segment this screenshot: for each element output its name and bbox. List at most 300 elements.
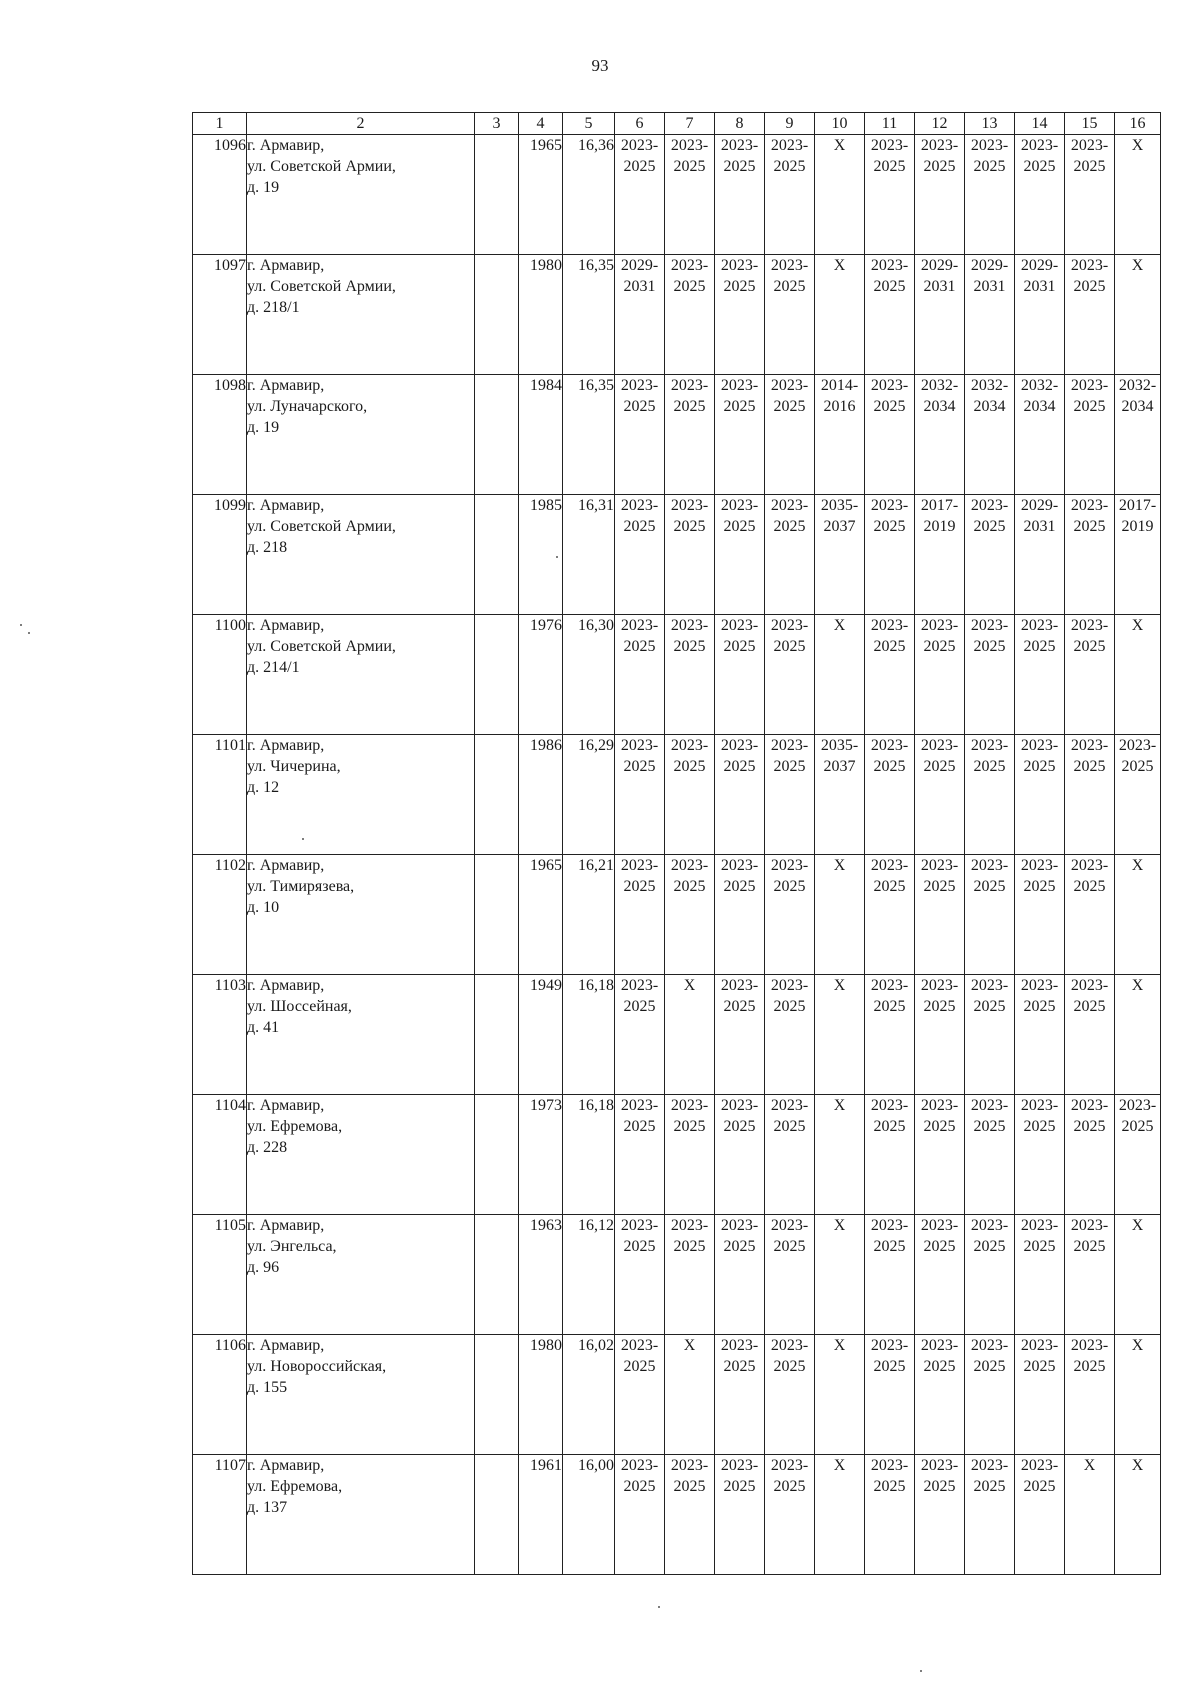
period-cell bbox=[915, 1095, 965, 1215]
row-number-cell: 1100 bbox=[193, 615, 247, 735]
address-cell bbox=[247, 495, 475, 615]
period-start: 2023- bbox=[670, 617, 709, 634]
row-number-cell: 1105 bbox=[193, 1215, 247, 1335]
period-cell bbox=[865, 1215, 915, 1335]
period-cell bbox=[1065, 135, 1115, 255]
period-start: 2023- bbox=[970, 977, 1009, 994]
column-3-cell bbox=[475, 1335, 519, 1455]
period-start: 2023- bbox=[720, 257, 759, 274]
period-cell bbox=[615, 1215, 665, 1335]
period-cell bbox=[865, 975, 915, 1095]
table-row bbox=[193, 1455, 1161, 1575]
period-start: 2023- bbox=[1020, 1097, 1059, 1114]
period-start: 2029- bbox=[1020, 497, 1059, 514]
table-row bbox=[193, 495, 1161, 615]
period-end: 2025 bbox=[623, 518, 656, 535]
row-number-cell: 1097 bbox=[193, 255, 247, 375]
address-line: д. 214/1 bbox=[247, 659, 300, 676]
year-cell: 1984 bbox=[519, 375, 563, 495]
column-number-cell: 15 bbox=[1065, 113, 1115, 135]
column-number-cell: 9 bbox=[765, 113, 815, 135]
not-applicable-cell: X bbox=[815, 1095, 865, 1215]
period-start: 2023- bbox=[1020, 1217, 1059, 1234]
period-end: 2034 bbox=[1121, 398, 1154, 415]
table-row bbox=[193, 1095, 1161, 1215]
period-cell bbox=[865, 855, 915, 975]
period-end: 2019 bbox=[1121, 518, 1154, 535]
period-end: 2025 bbox=[923, 1118, 956, 1135]
period-cell bbox=[765, 735, 815, 855]
period-end: 2025 bbox=[623, 638, 656, 655]
address-line: г. Армавир, bbox=[247, 1457, 325, 1474]
period-cell bbox=[1015, 1095, 1065, 1215]
value-cell: 16,21 bbox=[563, 855, 615, 975]
period-cell bbox=[715, 1335, 765, 1455]
period-cell bbox=[865, 255, 915, 375]
period-end: 2025 bbox=[923, 1238, 956, 1255]
period-cell bbox=[1065, 1335, 1115, 1455]
address-line: г. Армавир, bbox=[247, 257, 325, 274]
scan-speck bbox=[920, 1670, 922, 1672]
period-end: 2025 bbox=[923, 638, 956, 655]
period-cell bbox=[715, 255, 765, 375]
year-cell: 1985 bbox=[519, 495, 563, 615]
period-cell bbox=[715, 615, 765, 735]
address-line: д. 12 bbox=[247, 779, 280, 796]
period-start: 2023- bbox=[720, 737, 759, 754]
period-start: 2023- bbox=[1020, 977, 1059, 994]
period-start: 2023- bbox=[670, 497, 709, 514]
period-start: 2023- bbox=[1020, 857, 1059, 874]
column-3-cell bbox=[475, 1095, 519, 1215]
period-end: 2025 bbox=[973, 1358, 1006, 1375]
year-cell: 1963 bbox=[519, 1215, 563, 1335]
not-applicable-cell: X bbox=[1115, 975, 1161, 1095]
address-cell bbox=[247, 375, 475, 495]
period-cell bbox=[715, 735, 765, 855]
period-end: 2025 bbox=[673, 638, 706, 655]
address-line: д. 19 bbox=[247, 179, 280, 196]
period-start: 2023- bbox=[870, 1097, 909, 1114]
period-cell bbox=[665, 855, 715, 975]
period-end: 2025 bbox=[1073, 878, 1106, 895]
value-cell: 16,31 bbox=[563, 495, 615, 615]
period-end: 2025 bbox=[973, 158, 1006, 175]
period-cell bbox=[665, 375, 715, 495]
period-end: 2025 bbox=[873, 1478, 906, 1495]
not-applicable-cell: X bbox=[1065, 1455, 1115, 1575]
period-cell bbox=[965, 255, 1015, 375]
table-row bbox=[193, 135, 1161, 255]
period-end: 2031 bbox=[1023, 278, 1056, 295]
scan-speck bbox=[20, 624, 22, 626]
period-end: 2025 bbox=[873, 1238, 906, 1255]
year-cell: 1980 bbox=[519, 1335, 563, 1455]
period-end: 2025 bbox=[873, 1358, 906, 1375]
address-cell bbox=[247, 855, 475, 975]
period-cell bbox=[915, 135, 965, 255]
period-end: 2025 bbox=[723, 1238, 756, 1255]
column-number-cell: 8 bbox=[715, 113, 765, 135]
period-start: 2023- bbox=[870, 257, 909, 274]
period-start: 2023- bbox=[770, 1457, 809, 1474]
period-start: 2023- bbox=[720, 377, 759, 394]
period-start: 2023- bbox=[1070, 137, 1109, 154]
address-line: д. 218 bbox=[247, 539, 288, 556]
period-end: 2025 bbox=[973, 1238, 1006, 1255]
period-end: 2025 bbox=[673, 158, 706, 175]
address-line: ул. Советской Армии, bbox=[247, 638, 396, 655]
period-cell bbox=[615, 975, 665, 1095]
period-cell bbox=[1065, 855, 1115, 975]
year-cell: 1980 bbox=[519, 255, 563, 375]
period-cell bbox=[765, 495, 815, 615]
period-end: 2025 bbox=[623, 158, 656, 175]
period-start: 2023- bbox=[870, 977, 909, 994]
value-cell: 16,35 bbox=[563, 375, 615, 495]
address-line: г. Армавир, bbox=[247, 617, 325, 634]
year-cell: 1973 bbox=[519, 1095, 563, 1215]
period-start: 2023- bbox=[1070, 1217, 1109, 1234]
period-cell bbox=[965, 135, 1015, 255]
year-cell: 1965 bbox=[519, 855, 563, 975]
table-row bbox=[193, 1215, 1161, 1335]
period-end: 2025 bbox=[973, 1478, 1006, 1495]
period-start: 2023- bbox=[1070, 857, 1109, 874]
address-line: г. Армавир, bbox=[247, 857, 325, 874]
address-line: д. 137 bbox=[247, 1499, 288, 1516]
period-end: 2031 bbox=[923, 278, 956, 295]
column-number-cell: 6 bbox=[615, 113, 665, 135]
period-start: 2023- bbox=[770, 497, 809, 514]
period-cell bbox=[1015, 1215, 1065, 1335]
period-cell bbox=[915, 1455, 965, 1575]
period-end: 2025 bbox=[873, 638, 906, 655]
not-applicable-cell: X bbox=[815, 615, 865, 735]
period-start: 2023- bbox=[970, 1457, 1009, 1474]
period-end: 2031 bbox=[623, 278, 656, 295]
year-cell: 1949 bbox=[519, 975, 563, 1095]
row-number-cell: 1096 bbox=[193, 135, 247, 255]
period-end: 2025 bbox=[973, 1118, 1006, 1135]
period-end: 2025 bbox=[923, 878, 956, 895]
period-end: 2037 bbox=[823, 518, 856, 535]
address-line: г. Армавир, bbox=[247, 977, 325, 994]
period-start: 2029- bbox=[620, 257, 659, 274]
period-cell bbox=[665, 495, 715, 615]
address-line: ул. Чичерина, bbox=[247, 758, 341, 775]
period-cell bbox=[665, 255, 715, 375]
address-line: г. Армавир, bbox=[247, 497, 325, 514]
table-body bbox=[193, 113, 1161, 1575]
period-cell bbox=[665, 615, 715, 735]
period-cell bbox=[765, 1455, 815, 1575]
period-start: 2023- bbox=[620, 1457, 659, 1474]
period-start: 2023- bbox=[670, 257, 709, 274]
period-end: 2025 bbox=[773, 998, 806, 1015]
column-number-cell: 10 bbox=[815, 113, 865, 135]
period-cell bbox=[865, 495, 915, 615]
period-cell bbox=[1015, 615, 1065, 735]
address-line: ул. Луначарского, bbox=[247, 398, 368, 415]
not-applicable-cell: X bbox=[815, 1335, 865, 1455]
period-end: 2025 bbox=[723, 998, 756, 1015]
address-cell bbox=[247, 135, 475, 255]
period-cell bbox=[765, 255, 815, 375]
period-end: 2025 bbox=[673, 758, 706, 775]
period-end: 2025 bbox=[723, 638, 756, 655]
value-cell: 16,00 bbox=[563, 1455, 615, 1575]
address-line: ул. Ефремова, bbox=[247, 1478, 343, 1495]
period-end: 2025 bbox=[973, 638, 1006, 655]
period-cell bbox=[965, 495, 1015, 615]
address-line: г. Армавир, bbox=[247, 1217, 325, 1234]
period-end: 2025 bbox=[773, 638, 806, 655]
not-applicable-cell: X bbox=[1115, 135, 1161, 255]
period-start: 2023- bbox=[720, 857, 759, 874]
period-end: 2025 bbox=[1073, 1118, 1106, 1135]
period-end: 2025 bbox=[1023, 1478, 1056, 1495]
address-cell bbox=[247, 1215, 475, 1335]
period-cell bbox=[865, 735, 915, 855]
period-end: 2025 bbox=[1023, 998, 1056, 1015]
period-cell bbox=[765, 1215, 815, 1335]
period-start: 2023- bbox=[870, 1337, 909, 1354]
period-end: 2034 bbox=[923, 398, 956, 415]
address-line: г. Армавир, bbox=[247, 1097, 325, 1114]
period-end: 2025 bbox=[773, 758, 806, 775]
period-cell bbox=[615, 495, 665, 615]
period-end: 2025 bbox=[723, 1478, 756, 1495]
period-start: 2023- bbox=[920, 857, 959, 874]
period-start: 2023- bbox=[670, 1217, 709, 1234]
period-cell bbox=[815, 495, 865, 615]
not-applicable-cell: X bbox=[665, 975, 715, 1095]
period-end: 2025 bbox=[1023, 1118, 1056, 1135]
column-number-cell: 4 bbox=[519, 113, 563, 135]
period-start: 2023- bbox=[970, 737, 1009, 754]
period-end: 2025 bbox=[723, 278, 756, 295]
column-number-cell: 14 bbox=[1015, 113, 1065, 135]
period-start: 2032- bbox=[1118, 377, 1157, 394]
period-end: 2019 bbox=[923, 518, 956, 535]
period-start: 2023- bbox=[1020, 617, 1059, 634]
period-cell bbox=[765, 615, 815, 735]
column-3-cell bbox=[475, 495, 519, 615]
period-start: 2023- bbox=[1118, 1097, 1157, 1114]
period-cell bbox=[615, 735, 665, 855]
not-applicable-cell: X bbox=[665, 1335, 715, 1455]
period-end: 2025 bbox=[773, 158, 806, 175]
period-cell bbox=[915, 495, 965, 615]
period-end: 2025 bbox=[623, 1118, 656, 1135]
column-number-cell: 13 bbox=[965, 113, 1015, 135]
column-3-cell bbox=[475, 255, 519, 375]
period-cell bbox=[765, 1095, 815, 1215]
address-line: д. 19 bbox=[247, 419, 280, 436]
period-start: 2017- bbox=[920, 497, 959, 514]
period-start: 2023- bbox=[720, 1337, 759, 1354]
scan-speck bbox=[556, 556, 558, 558]
period-start: 2023- bbox=[620, 977, 659, 994]
period-cell bbox=[1015, 855, 1065, 975]
period-cell bbox=[615, 135, 665, 255]
table-row bbox=[193, 375, 1161, 495]
period-end: 2025 bbox=[623, 1358, 656, 1375]
period-end: 2025 bbox=[723, 1118, 756, 1135]
period-end: 2025 bbox=[1023, 638, 1056, 655]
row-number-cell: 1103 bbox=[193, 975, 247, 1095]
period-end: 2025 bbox=[873, 998, 906, 1015]
period-end: 2025 bbox=[1073, 1358, 1106, 1375]
period-end: 2025 bbox=[773, 1478, 806, 1495]
period-start: 2023- bbox=[770, 257, 809, 274]
period-cell bbox=[915, 735, 965, 855]
period-end: 2025 bbox=[1121, 758, 1154, 775]
period-start: 2023- bbox=[1070, 737, 1109, 754]
period-start: 2023- bbox=[670, 137, 709, 154]
row-number-cell: 1107 bbox=[193, 1455, 247, 1575]
scan-speck bbox=[658, 1606, 660, 1608]
period-start: 2023- bbox=[720, 1217, 759, 1234]
period-end: 2025 bbox=[873, 158, 906, 175]
address-line: ул. Тимирязева, bbox=[247, 878, 355, 895]
not-applicable-cell: X bbox=[815, 975, 865, 1095]
period-cell bbox=[865, 1335, 915, 1455]
column-3-cell bbox=[475, 855, 519, 975]
period-start: 2023- bbox=[620, 857, 659, 874]
period-end: 2025 bbox=[873, 518, 906, 535]
address-line: д. 228 bbox=[247, 1139, 288, 1156]
period-end: 2025 bbox=[673, 1118, 706, 1135]
period-end: 2025 bbox=[623, 758, 656, 775]
period-cell bbox=[865, 615, 915, 735]
period-end: 2025 bbox=[1023, 758, 1056, 775]
address-line: ул. Новороссийская, bbox=[247, 1358, 387, 1375]
period-start: 2023- bbox=[870, 377, 909, 394]
period-end: 2025 bbox=[1023, 1238, 1056, 1255]
period-cell bbox=[1065, 1095, 1115, 1215]
column-number-cell: 7 bbox=[665, 113, 715, 135]
not-applicable-cell: X bbox=[815, 855, 865, 975]
period-start: 2023- bbox=[770, 377, 809, 394]
address-cell bbox=[247, 615, 475, 735]
address-line: ул. Энгельса, bbox=[247, 1238, 337, 1255]
period-end: 2025 bbox=[673, 1478, 706, 1495]
period-cell bbox=[965, 975, 1015, 1095]
period-cell bbox=[615, 1455, 665, 1575]
period-start: 2023- bbox=[1070, 617, 1109, 634]
column-number-cell: 16 bbox=[1115, 113, 1161, 135]
period-cell bbox=[865, 375, 915, 495]
period-end: 2025 bbox=[773, 1238, 806, 1255]
period-start: 2023- bbox=[1070, 377, 1109, 394]
period-cell bbox=[915, 615, 965, 735]
period-cell bbox=[915, 975, 965, 1095]
period-cell bbox=[715, 375, 765, 495]
period-cell bbox=[1115, 1095, 1161, 1215]
period-start: 2023- bbox=[1020, 737, 1059, 754]
period-start: 2023- bbox=[620, 497, 659, 514]
period-cell bbox=[915, 1335, 965, 1455]
period-start: 2023- bbox=[970, 137, 1009, 154]
period-end: 2025 bbox=[1073, 998, 1106, 1015]
period-cell bbox=[965, 1335, 1015, 1455]
column-number-row bbox=[193, 113, 1161, 135]
period-end: 2031 bbox=[973, 278, 1006, 295]
row-number-cell: 1099 bbox=[193, 495, 247, 615]
address-line: г. Армавир, bbox=[247, 1337, 325, 1354]
period-cell bbox=[665, 735, 715, 855]
period-end: 2025 bbox=[873, 758, 906, 775]
table-row bbox=[193, 615, 1161, 735]
period-cell bbox=[1065, 1215, 1115, 1335]
period-cell bbox=[615, 375, 665, 495]
period-cell bbox=[765, 855, 815, 975]
period-start: 2023- bbox=[920, 617, 959, 634]
period-end: 2025 bbox=[723, 1358, 756, 1375]
period-end: 2025 bbox=[1073, 638, 1106, 655]
period-start: 2023- bbox=[720, 1457, 759, 1474]
period-start: 2023- bbox=[970, 1217, 1009, 1234]
period-end: 2037 bbox=[823, 758, 856, 775]
address-line: д. 10 bbox=[247, 899, 280, 916]
not-applicable-cell: X bbox=[815, 135, 865, 255]
period-end: 2025 bbox=[673, 1238, 706, 1255]
period-cell bbox=[1015, 975, 1065, 1095]
period-start: 2023- bbox=[720, 497, 759, 514]
column-number-cell: 5 bbox=[563, 113, 615, 135]
period-end: 2025 bbox=[873, 1118, 906, 1135]
table-row bbox=[193, 975, 1161, 1095]
period-start: 2023- bbox=[920, 977, 959, 994]
period-cell bbox=[865, 1095, 915, 1215]
period-end: 2025 bbox=[723, 518, 756, 535]
table-row bbox=[193, 855, 1161, 975]
period-start: 2023- bbox=[1020, 137, 1059, 154]
column-3-cell bbox=[475, 615, 519, 735]
period-start: 2023- bbox=[1020, 1457, 1059, 1474]
period-cell bbox=[765, 975, 815, 1095]
period-cell bbox=[715, 1095, 765, 1215]
period-end: 2025 bbox=[923, 1478, 956, 1495]
period-start: 2017- bbox=[1118, 497, 1157, 514]
period-cell bbox=[1065, 975, 1115, 1095]
period-end: 2025 bbox=[673, 398, 706, 415]
period-start: 2023- bbox=[920, 1097, 959, 1114]
period-start: 2023- bbox=[670, 1457, 709, 1474]
period-start: 2023- bbox=[920, 137, 959, 154]
period-end: 2025 bbox=[723, 758, 756, 775]
address-line: д. 41 bbox=[247, 1019, 280, 1036]
column-number-cell: 2 bbox=[247, 113, 475, 135]
period-start: 2023- bbox=[1070, 1337, 1109, 1354]
period-end: 2025 bbox=[1073, 758, 1106, 775]
address-line: ул. Советской Армии, bbox=[247, 518, 396, 535]
period-start: 2023- bbox=[770, 137, 809, 154]
not-applicable-cell: X bbox=[815, 1215, 865, 1335]
period-end: 2025 bbox=[973, 998, 1006, 1015]
scan-speck bbox=[302, 838, 304, 840]
period-start: 2023- bbox=[620, 1217, 659, 1234]
period-start: 2023- bbox=[1070, 977, 1109, 994]
row-number-cell: 1104 bbox=[193, 1095, 247, 1215]
column-3-cell bbox=[475, 1215, 519, 1335]
period-start: 2023- bbox=[670, 737, 709, 754]
period-cell bbox=[715, 855, 765, 975]
address-line: д. 155 bbox=[247, 1379, 288, 1396]
row-number-cell: 1102 bbox=[193, 855, 247, 975]
